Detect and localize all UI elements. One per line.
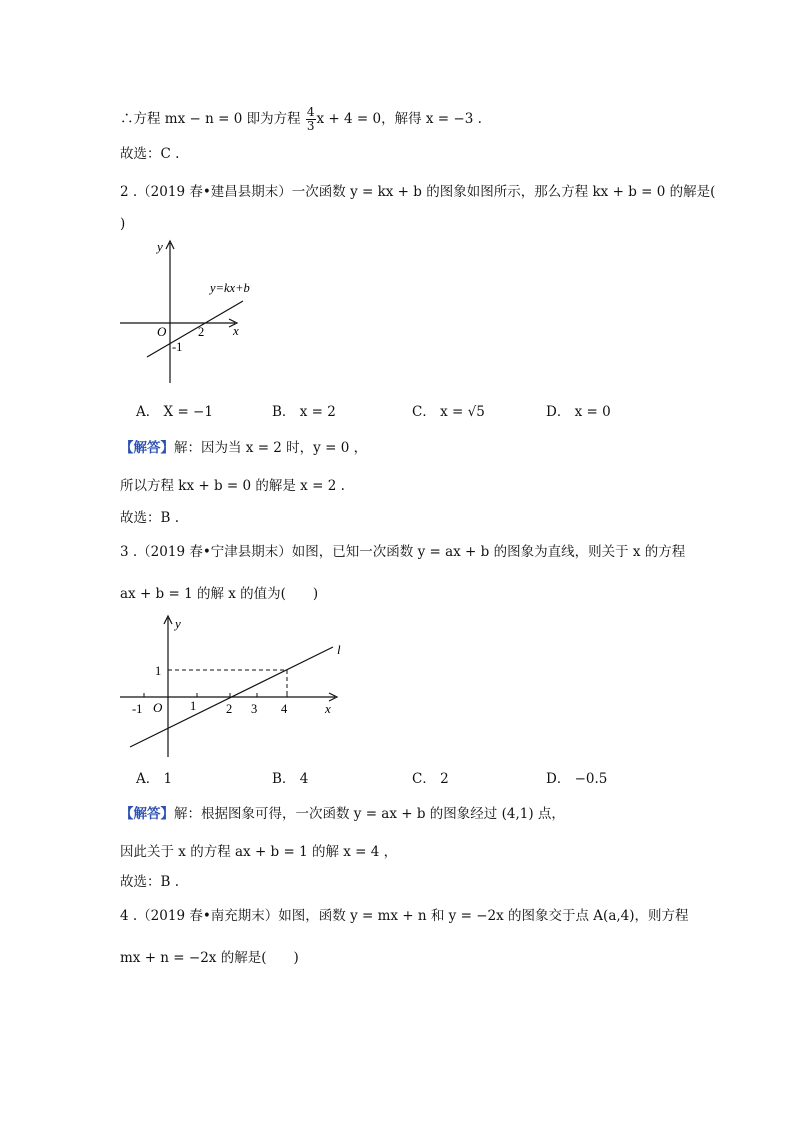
q2-origin-label: O <box>157 324 167 339</box>
q2-choose-line: 故选：B . <box>120 510 180 526</box>
q2-graph <box>115 235 285 390</box>
q3-line-label: l <box>337 642 341 657</box>
q3-y-label: y <box>175 616 181 631</box>
q3-answer-line-2: 因此关于 x 的方程 ax + b = 1 的解 x = 4 ， <box>120 844 398 860</box>
q2-option-a: A． X = −1 <box>136 404 213 420</box>
choose-line-1: 故选：C . <box>120 146 180 162</box>
q3-answer-text: 解：根据图象可得，一次函数 y = ax + b 的图象经过 (4,1) 点， <box>174 806 565 822</box>
q3-option-d: D． −0.5 <box>546 771 608 787</box>
q2-y-label: y <box>157 239 163 254</box>
q3-stem-line-2: ax + b = 1 的解 x 的值为( ) <box>120 586 319 602</box>
q2-y-tick-minus1: -1 <box>172 340 183 354</box>
q3-graph <box>115 612 355 762</box>
q2-stem-line-2: ) <box>120 216 126 232</box>
equation-text: ∴方程 mx − n = 0 即为方程 <box>120 111 305 127</box>
q3-x-label: x <box>325 701 331 716</box>
q3-x-tick-label-1: 1 <box>190 699 197 713</box>
q3-stem-line-1: 3 .（2019 春•宁津县期末）如图，已知一次函数 y = ax + b 的图象为直线，则关于 x 的方程 <box>120 544 686 560</box>
q3-x-tick-label-3: 3 <box>251 702 258 716</box>
q3-option-c: C． 2 <box>412 771 449 787</box>
q3-y-tick-1: 1 <box>155 664 162 678</box>
answer-tag: 【解答】 <box>120 440 174 456</box>
q4-stem-line-1: 4 .（2019 春•南充期末）如图，函数 y = mx + n 和 y = −2x 的图象交于点 A(a,4)，则方程 <box>120 908 689 924</box>
q2-option-d: D． x = 0 <box>546 404 611 420</box>
q2-stem-line-1: 2 .（2019 春•建昌县期末）一次函数 y = kx + b 的图象如图所示，那么方程 kx + b = 0 的解是( <box>120 184 716 200</box>
q3-choose-line: 故选：B . <box>120 874 180 890</box>
q3-x-tick-label-minus1: -1 <box>132 702 143 716</box>
q2-answer-line-1 <box>120 438 367 458</box>
q3-option-a: A． 1 <box>136 771 173 787</box>
q4-stem-line-2: mx + n = −2x 的解是( ) <box>120 950 299 966</box>
answer-tag: 【解答】 <box>120 806 174 822</box>
q2-answer-text: 解：因为当 x = 2 时，y = 0 ， <box>174 440 368 456</box>
solution-line-1 <box>120 106 482 133</box>
q2-x-label: x <box>233 323 239 338</box>
fraction: $\frac{4}{3}$ <box>306 105 315 133</box>
q3-x-tick-label-4: 4 <box>281 702 288 716</box>
q2-option-b: B． x = 2 <box>272 404 336 420</box>
q3-origin-label: O <box>153 700 163 715</box>
q2-x-tick-2: 2 <box>198 325 205 339</box>
equation-tail: x + 4 = 0，解得 x = −3 . <box>316 111 482 127</box>
q2-option-c: C． x = √5 <box>412 404 485 420</box>
q2-func-label: y=kx+b <box>210 281 250 295</box>
q3-answer-line-1 <box>120 804 565 824</box>
q3-x-tick-label-2: 2 <box>226 702 233 716</box>
q3-option-b: B． 4 <box>272 771 309 787</box>
q2-answer-line-2: 所以方程 kx + b = 0 的解是 x = 2 . <box>120 478 345 494</box>
